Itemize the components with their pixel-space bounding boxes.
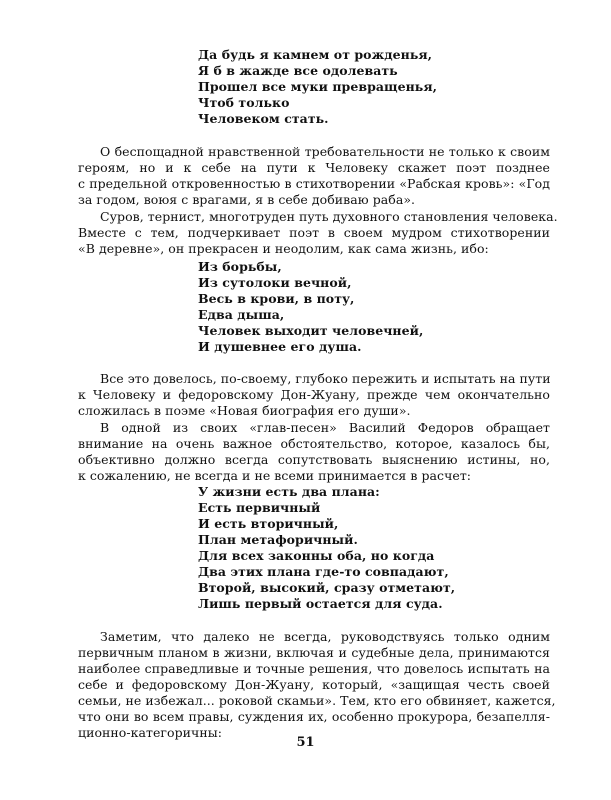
verse-line: Чтоб только bbox=[198, 95, 290, 110]
verse-line: Из сутолоки вечной, bbox=[198, 275, 352, 290]
paragraph-line: что они во всем правы, суждения их, особенно прокурора, безапелля- bbox=[78, 709, 550, 724]
paragraph-line: Заметим, что далеко не всегда, руководствуясь только одним bbox=[100, 629, 550, 644]
paragraph-line: ционно-категоричны: bbox=[78, 725, 222, 740]
paragraph-line: наиболее справедливые и точные решения, что довелось испытать на bbox=[78, 661, 550, 676]
verse-line: Человек выходит человечней, bbox=[198, 323, 424, 338]
verse-line: Весь в крови, в поту, bbox=[198, 291, 355, 306]
verse-line: И душевнее его душа. bbox=[198, 339, 362, 354]
paragraph-line: Суров, тернист, многотруден путь духовного становления человека. bbox=[100, 209, 558, 224]
verse-line: Два этих плана где-то совпадают, bbox=[198, 564, 449, 579]
verse-line: Из борьбы, bbox=[198, 259, 282, 274]
verse-line: Я б в жажде все одолевать bbox=[198, 63, 398, 78]
paragraph-line: себе и федоровскому Дон-Жуану, который, «защищая честь своей bbox=[78, 677, 550, 692]
verse-line: Едва дыша, bbox=[198, 307, 285, 322]
paragraph-line: внимание на очень важное обстоятельство, которое, казалось бы, bbox=[78, 436, 550, 451]
paragraph-line: Все это довелось, по-своему, глубоко пережить и испытать на пути bbox=[100, 371, 551, 386]
paragraph-line: О беспощадной нравственной требовательности не только к своим bbox=[100, 144, 550, 159]
paragraph-line: героям, но и к себе на пути к Человеку скажет поэт позднее bbox=[78, 160, 550, 175]
paragraph-line: семьи, не избежал... роковой скамьи». Тем, кто его обвиняет, кажется, bbox=[78, 693, 556, 708]
paragraph-line: Вместе с тем, подчеркивает поэт в своем мудром стихотворении bbox=[78, 225, 550, 240]
paragraph-line: объективно должно всегда сопутствовать выяснению истины, но, bbox=[78, 452, 550, 467]
verse-line: План метафоричный. bbox=[198, 532, 358, 547]
verse-line: Для всех законны оба, но когда bbox=[198, 548, 435, 563]
paragraph-line: В одной из своих «глав-песен» Василий Федоров обращает bbox=[100, 420, 550, 435]
paragraph-line: первичным планом в жизни, включая и судебные дела, принимаются bbox=[78, 645, 550, 660]
verse-line: Человеком стать. bbox=[198, 111, 329, 126]
paragraph-line: «В деревне», он прекрасен и неодолим, как сама жизнь, ибо: bbox=[78, 241, 489, 256]
paragraph-line: к Человеку и федоровскому Дон-Жуану, прежде чем окончательно bbox=[78, 387, 550, 402]
verse-line: Да будь я камнем от рожденья, bbox=[198, 47, 433, 62]
page-number: 51 bbox=[296, 735, 315, 750]
paragraph-line: к сожалению, не всегда и не всеми принимается в расчет: bbox=[78, 468, 472, 483]
verse-line: Есть первичный bbox=[198, 500, 321, 515]
verse-line: И есть вторичный, bbox=[198, 516, 339, 531]
verse-line: Прошел все муки превращенья, bbox=[198, 79, 438, 94]
paragraph-line: с предельной откровенностью в стихотворении «Рабская кровь»: «Год bbox=[78, 176, 550, 191]
verse-line: Лишь первый остается для суда. bbox=[198, 596, 443, 611]
verse-line: Второй, высокий, сразу отметают, bbox=[198, 580, 456, 595]
paragraph-line: сложилась в поэме «Новая биография его души». bbox=[78, 403, 411, 418]
verse-line: У жизни есть два плана: bbox=[198, 484, 380, 499]
paragraph-line: за годом, воюя с врагами, я в себе добиваю раба». bbox=[78, 192, 416, 207]
